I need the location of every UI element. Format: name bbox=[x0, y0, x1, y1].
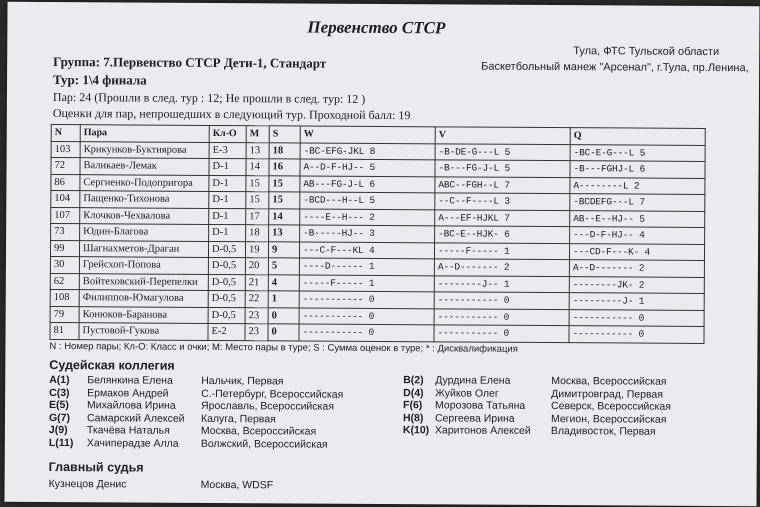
cell-class: D-0,5 bbox=[208, 241, 245, 258]
judge-code: H(8) bbox=[402, 411, 424, 424]
cell-place: 23 bbox=[245, 307, 268, 324]
cell-number: 62 bbox=[50, 273, 79, 290]
cell-w: ----D------ 1 bbox=[299, 258, 434, 275]
cell-v: -B-DE-G---L 5 bbox=[435, 143, 570, 160]
location-city: Тула, ФТС Тульской области bbox=[573, 45, 720, 59]
col-n: N bbox=[51, 124, 80, 141]
judge-code: B(2) bbox=[403, 374, 424, 387]
pairs-info: Пар: 24 (Прошли в след. тур : 12; Не прошли в след. тур: 12 ) bbox=[52, 89, 366, 106]
round-label: Тур: 1\4 финала bbox=[53, 71, 147, 88]
cell-v: ----------- 0 bbox=[434, 325, 569, 342]
cell-place: 15 bbox=[246, 192, 269, 209]
cell-w: ----------- 0 bbox=[299, 307, 434, 324]
col-s: S bbox=[269, 126, 300, 143]
judge-code: K(10) bbox=[402, 424, 430, 437]
col-m: М bbox=[246, 126, 269, 143]
judge-city: Москва, Всероссийская bbox=[551, 375, 667, 388]
cell-v: --------J-- 1 bbox=[434, 275, 569, 292]
cell-w: -B-----HJ-- 3 bbox=[300, 225, 435, 242]
judge-name: Дурдина Елена bbox=[435, 374, 511, 387]
cell-w: -----F----- 1 bbox=[299, 274, 434, 291]
cell-pair: Клочков-Чехвалова bbox=[80, 207, 209, 224]
cell-class: Е-3 bbox=[209, 142, 246, 159]
cell-pair: Валикаев-Лемак bbox=[80, 158, 209, 175]
cell-class: E-2 bbox=[208, 323, 245, 340]
judge-name: Белянкина Елена bbox=[87, 374, 173, 387]
cell-number: 86 bbox=[51, 174, 80, 191]
page-title: Первенство СТСР bbox=[307, 17, 446, 38]
cell-number: 99 bbox=[50, 240, 79, 257]
cell-number: 81 bbox=[50, 322, 79, 339]
cell-q: --------JK- 2 bbox=[569, 276, 704, 293]
cell-sum: 1 bbox=[268, 291, 299, 308]
cell-pair: Конюков-Баранова bbox=[79, 306, 208, 323]
cell-v: --C--F----L 3 bbox=[435, 193, 570, 210]
location-venue: Баскетбольный манеж "Арсенал", г.Тула, пр.Ленина, bbox=[481, 60, 749, 75]
col-v: V bbox=[435, 127, 570, 144]
cell-pair: Крикунков-Буктиярова bbox=[80, 141, 209, 158]
cell-pair: Пащенко-Тихонова bbox=[80, 191, 209, 208]
cell-pair: Юдин-Благова bbox=[80, 224, 209, 241]
cell-v: A--D------- 2 bbox=[434, 259, 569, 276]
cell-v: ABC--FGH--L 7 bbox=[435, 176, 570, 193]
cell-sum: 5 bbox=[268, 258, 299, 275]
cell-w: A--D-F-HJ-- 5 bbox=[300, 159, 435, 176]
judge-city: Димитровград, Первая bbox=[551, 387, 663, 401]
cell-q: AB--E--HJ-- 5 bbox=[570, 210, 705, 227]
cell-number: 107 bbox=[51, 207, 80, 224]
judge-code: E(5) bbox=[49, 398, 69, 412]
cell-q: -B---FGHJ-L 6 bbox=[570, 161, 705, 178]
cell-class: D-1 bbox=[209, 191, 246, 208]
cell-number: 103 bbox=[51, 141, 80, 158]
cell-pair: Шагнахметов-Драган bbox=[79, 240, 208, 257]
cell-place: 18 bbox=[246, 225, 269, 242]
cell-class: D-0,5 bbox=[208, 290, 245, 307]
cell-q: ----------- 0 bbox=[569, 309, 704, 326]
cell-class: D-0,5 bbox=[208, 274, 245, 291]
col-class: Кл-О bbox=[209, 125, 246, 142]
cell-sum: 15 bbox=[269, 192, 300, 209]
cell-v: A---EF-HJKL 7 bbox=[435, 209, 570, 226]
cell-sum: 9 bbox=[268, 241, 299, 258]
cell-w: ----E--H--- 2 bbox=[300, 208, 435, 225]
chief-judge-title: Главный судья bbox=[48, 459, 144, 475]
cell-sum: 15 bbox=[269, 175, 300, 192]
cell-sum: 0 bbox=[268, 324, 299, 341]
judge-name: Ермаков Андрей bbox=[87, 386, 169, 400]
judge-name: Самарский Алексей bbox=[86, 411, 185, 425]
cell-class: D-0,5 bbox=[208, 307, 245, 324]
judge-code: F(6) bbox=[403, 399, 423, 412]
cell-number: 79 bbox=[50, 306, 79, 323]
cell-sum: 16 bbox=[269, 159, 300, 176]
cell-v: -BC-E--HJK- 6 bbox=[435, 226, 570, 243]
cell-w: AB---FG-J-L 6 bbox=[300, 175, 435, 192]
cell-sum: 0 bbox=[268, 307, 299, 324]
chief-judge-city: Москва, WDSF bbox=[200, 478, 274, 492]
cell-pair: Филиппов-Юмагулова bbox=[79, 290, 208, 307]
cell-place: 19 bbox=[245, 241, 268, 258]
cell-q: A--D------- 2 bbox=[569, 260, 704, 277]
cell-place: 13 bbox=[246, 142, 269, 159]
cell-sum: 14 bbox=[269, 208, 300, 225]
cell-class: D-1 bbox=[209, 224, 246, 241]
judge-city: Владивосток, Первая bbox=[550, 425, 656, 438]
judge-city: Волжский, Всероссийская bbox=[200, 437, 328, 451]
cell-q: ---D-F-HJ-- 4 bbox=[570, 227, 705, 244]
judge-code: C(3) bbox=[49, 386, 70, 399]
judge-code: A(1) bbox=[49, 373, 70, 387]
cell-number: 104 bbox=[51, 190, 80, 207]
cell-w: -BCD---H--L 5 bbox=[300, 192, 435, 209]
judge-city: Нальчик, Первая bbox=[201, 374, 284, 388]
legend: N : Номер пары; Кл-О: Класс и очки; М: Место пары в туре; S : Сумма оценок в туре; * : Дисквалификация bbox=[49, 340, 518, 355]
judge-name: Морозова Татьяна bbox=[435, 399, 526, 412]
judge-city: Мегион, Всероссийская bbox=[550, 412, 667, 426]
cell-class: D-1 bbox=[209, 158, 246, 175]
col-pair: Пара bbox=[80, 125, 209, 142]
judge-city: Калуга, Первая bbox=[200, 412, 276, 425]
judge-code: L(11) bbox=[48, 436, 74, 449]
cell-sum: 4 bbox=[268, 274, 299, 291]
cell-place: 23 bbox=[245, 324, 268, 341]
judge-name: Харитонов Алексей bbox=[434, 424, 531, 437]
cell-w: ----------- 0 bbox=[299, 291, 434, 308]
cell-sum: 18 bbox=[269, 142, 300, 159]
cell-place: 21 bbox=[245, 274, 268, 291]
judge-city: Москва, Всероссийская bbox=[200, 424, 317, 438]
cell-place: 20 bbox=[245, 258, 268, 275]
cell-q: ---CD-F---K- 4 bbox=[569, 243, 704, 260]
cell-number: 108 bbox=[50, 289, 79, 306]
judge-name: Михайлова Ирина bbox=[87, 399, 176, 412]
judge-name: Хачиперадзе Алла bbox=[86, 436, 179, 450]
cell-w: ---C-F---KL 4 bbox=[299, 241, 434, 258]
cell-pair: Пустовой-Гукова bbox=[79, 323, 208, 340]
cell-class: D-1 bbox=[209, 208, 246, 225]
group-label: Группа: 7.Первенство СТСР Дети-1, Стандарт bbox=[53, 53, 327, 71]
cell-w: ----------- 0 bbox=[299, 324, 434, 341]
cell-pair: Войтеховский-Перепелки bbox=[79, 273, 208, 290]
cell-v: ----------- 0 bbox=[434, 292, 569, 309]
cell-place: 15 bbox=[246, 175, 269, 192]
cell-sum: 13 bbox=[269, 225, 300, 242]
judge-code: G(7) bbox=[48, 411, 71, 424]
cell-q: A--------L 2 bbox=[570, 177, 705, 194]
col-w: W bbox=[300, 126, 435, 143]
cell-v: ----------- 0 bbox=[434, 308, 569, 325]
cell-q: ----------- 0 bbox=[569, 326, 704, 343]
table-row bbox=[50, 322, 704, 342]
cell-number: 30 bbox=[50, 256, 79, 273]
judge-city: С.-Петербург, Всероссийская bbox=[201, 387, 344, 401]
cell-q: -BC-E-G---L 5 bbox=[570, 144, 705, 161]
cell-v: -----F----- 1 bbox=[434, 242, 569, 259]
cell-w: -BC-EFG-JKL 8 bbox=[300, 142, 435, 159]
cell-q: -BCDEFG---L 7 bbox=[570, 194, 705, 211]
results-table bbox=[49, 124, 705, 343]
judge-name: Сергеева Ирина bbox=[434, 411, 515, 425]
cell-class: D-1 bbox=[209, 175, 246, 192]
cell-v: -B---FG-J-L 5 bbox=[435, 160, 570, 177]
chief-judge-name: Кузнецов Денис bbox=[48, 477, 127, 491]
judge-code: J(9) bbox=[48, 423, 68, 437]
judges-title: Судейская коллегия bbox=[49, 357, 175, 373]
cell-number: 72 bbox=[51, 157, 80, 174]
score-info: Оценки для пар, непрошедших в следующий тур. Проходной балл: 19 bbox=[52, 105, 411, 123]
judge-name: Жуйков Олег bbox=[435, 386, 499, 400]
cell-class: D-0,5 bbox=[208, 257, 245, 274]
judge-name: Ткачёва Наталья bbox=[86, 424, 170, 437]
cell-place: 14 bbox=[246, 159, 269, 176]
cell-number: 73 bbox=[51, 223, 80, 240]
cell-place: 17 bbox=[246, 208, 269, 225]
col-q: Q bbox=[570, 128, 705, 145]
judge-city: Ярославль, Всероссийская bbox=[201, 399, 334, 413]
cell-pair: Сергиенко-Подопригора bbox=[80, 174, 209, 191]
cell-q: ---------J- 1 bbox=[569, 293, 704, 310]
judge-city: Северск, Всероссийская bbox=[551, 400, 671, 413]
judge-code: D(4) bbox=[403, 386, 424, 399]
cell-place: 22 bbox=[245, 291, 268, 308]
results-sheet bbox=[4, 2, 759, 507]
cell-pair: Грейсхоп-Попова bbox=[79, 257, 208, 274]
